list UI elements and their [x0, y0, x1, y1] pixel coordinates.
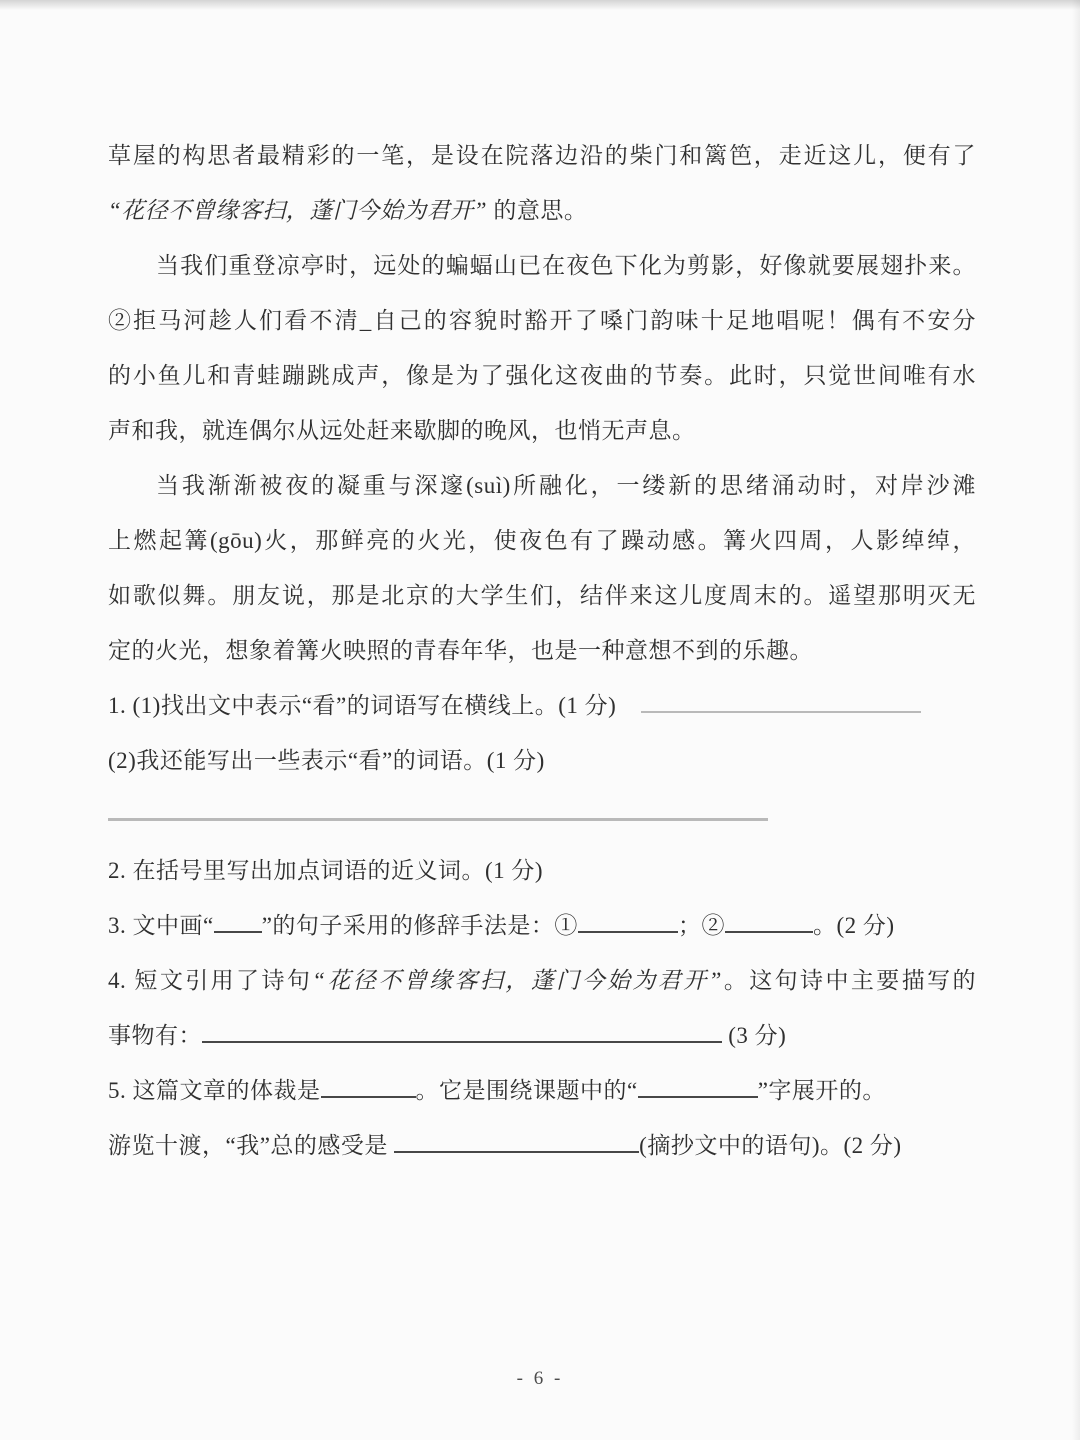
passage-line	[108, 348, 976, 403]
answer-blank	[321, 1070, 416, 1098]
answer-blank	[394, 1125, 639, 1153]
passage-line	[108, 128, 976, 183]
passage-line	[108, 403, 976, 458]
answer-blank	[725, 905, 813, 933]
text-segment: 事物有：	[108, 1023, 202, 1048]
poem-quote: “花径不曾缘客扫，蓬门今始为君开”	[312, 968, 722, 993]
question-line	[108, 788, 976, 843]
question-line	[108, 1118, 976, 1173]
question-line	[108, 953, 976, 1008]
text-segment: 定的火光，想象着篝火映照的青春年华，也是一种意想不到的乐趣。	[108, 638, 813, 663]
text-segment: (摘抄文中的语句)。(2 分)	[639, 1133, 902, 1158]
text-segment: 。这句诗中主要描写的	[721, 968, 976, 993]
scan-edge-shadow-top	[0, 0, 1080, 10]
text-segment: 当我渐渐被夜的凝重与深邃(suì)所融化，一缕新的思绪涌动时，对岸沙滩	[156, 473, 976, 498]
text-segment: 游览十渡，“我”总的感受是	[108, 1133, 395, 1158]
page-number: - 6 -	[516, 1368, 564, 1389]
passage-line	[108, 568, 976, 623]
text-segment: 3. 文中画“	[108, 913, 214, 938]
text-segment: 1. (1)找出文中表示“看”的词语写在横线上。(1 分)	[108, 693, 617, 718]
document-lines	[108, 128, 976, 1173]
text-segment: ②拒马河趁人们看不清_自己的容貌时豁开了嗓门韵味十足地唱呢！偶有不安分	[108, 308, 976, 333]
answer-line	[108, 788, 768, 821]
question-line	[108, 898, 976, 953]
text-segment: 2. 在括号里写出加点词语的近义词。(1 分)	[108, 858, 544, 883]
text-segment: 如歌似舞。朋友说，那是北京的大学生们，结伴来这儿度周末的。遥望那明灭无	[108, 583, 976, 608]
passage-line	[108, 238, 976, 293]
text-segment: ”的句子采用的修辞手法是：①	[261, 913, 578, 938]
text-segment: 的小鱼儿和青蛙蹦跳成声，像是为了强化这夜曲的节奏。此时，只觉世间唯有水	[108, 363, 976, 388]
text-segment: 草屋的构思者最精彩的一笔，是设在院落边沿的柴门和篱笆，走近这儿，便有了	[108, 143, 976, 168]
text-segment: 4. 短文引用了诗句	[108, 968, 313, 993]
scan-edge-shadow-right	[1072, 0, 1080, 1440]
question-line	[108, 678, 976, 733]
question-line	[108, 1008, 976, 1063]
question-line	[108, 1063, 976, 1118]
answer-blank	[641, 685, 921, 713]
text-segment: 。它是围绕课题中的“	[415, 1078, 638, 1103]
text-segment: (3 分)	[722, 1023, 787, 1048]
answer-blank	[202, 1015, 722, 1043]
passage-line	[108, 183, 976, 238]
text-segment: ；②	[677, 913, 725, 938]
text-segment: 5. 这篇文章的体裁是	[108, 1078, 321, 1103]
passage-line	[108, 293, 976, 348]
answer-blank	[214, 905, 262, 933]
poem-quote: “花径不曾缘客扫，蓬门今始为君开”	[108, 198, 488, 223]
text-segment: (2)我还能写出一些表示“看”的词语。(1 分)	[108, 748, 545, 773]
text-segment: ”字展开的。	[757, 1078, 886, 1103]
passage-line	[108, 623, 976, 678]
text-segment: 声和我，就连偶尔从远处赶来歇脚的晚风，也悄无声息。	[108, 418, 696, 443]
answer-blank	[578, 905, 678, 933]
text-segment: 上燃起篝(gōu)火，那鲜亮的火光，使夜色有了躁动感。篝火四周，人影绰绰，	[108, 528, 976, 553]
text-segment: 当我们重登凉亭时，远处的蝙蝠山已在夜色下化为剪影，好像就要展翅扑来。	[156, 253, 976, 278]
question-line	[108, 733, 976, 788]
passage-line	[108, 513, 976, 568]
question-line	[108, 843, 976, 898]
answer-blank	[638, 1070, 758, 1098]
text-segment: 的意思。	[487, 198, 588, 223]
passage-line	[108, 458, 976, 513]
text-segment: 。(2 分)	[812, 913, 895, 938]
